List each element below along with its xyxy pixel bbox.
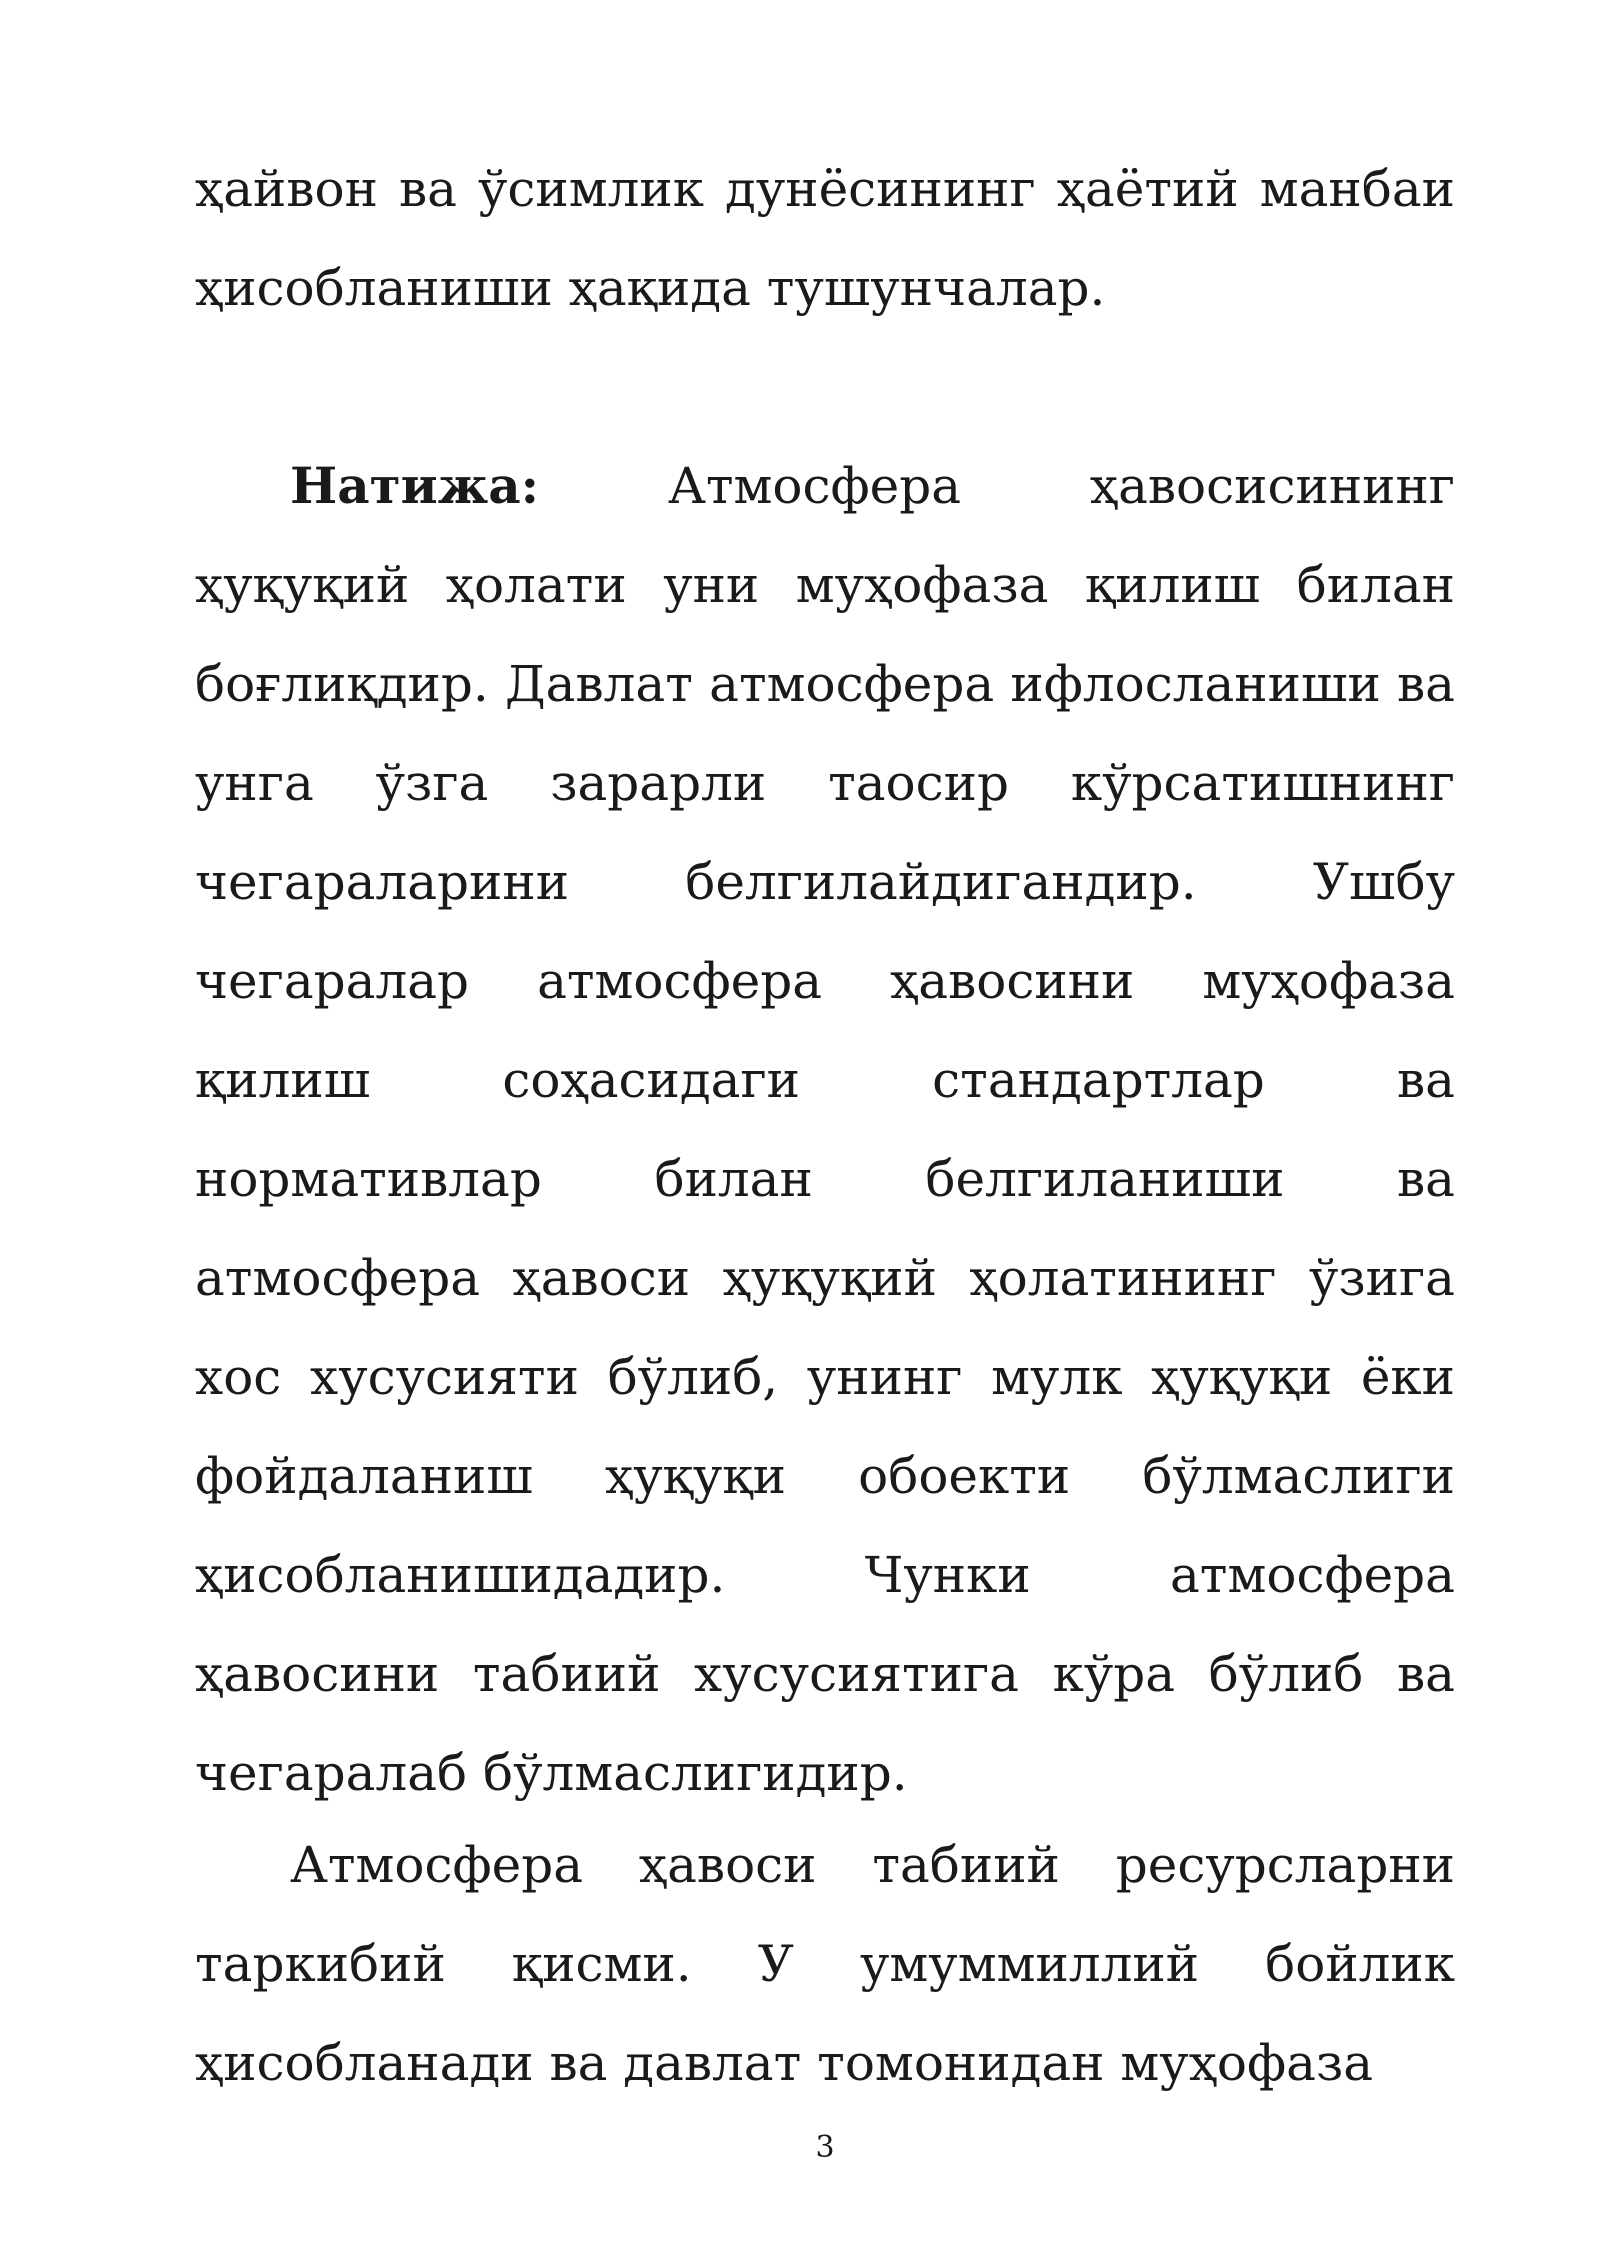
- paragraph-continuation: ҳайвон ва ўсимлик дунёсининг ҳаётий манбаи ҳисобланиши ҳақида тушунчалар.: [195, 160, 1455, 317]
- page-number: 3: [815, 2130, 835, 2165]
- paragraph-lead-heading: Натижа:: [290, 456, 540, 515]
- paragraph-result: [195, 436, 1455, 1823]
- paragraph-atmosphere: Атмосфера ҳавоси табиий ресурсларни таркибий қисми. У умуммиллий бойлик ҳисобланади ва давлат томонидан муҳофаза: [195, 1836, 1455, 2092]
- paragraph-result-body: Атмосфера ҳавосисининг ҳуқуқий ҳолати уни муҳофаза қилиш билан боғлиқдир. Давлат атмосфера ифлосланиши ва унга ўзга зарарли таосир кўрсатишнинг чегараларини белгилайдигандир. Ушбу чегаралар атмосфера ҳавосини муҳофаза қилиш соҳасидаги стандартлар ва нормативлар билан белгиланиши ва атмосфера ҳавоси ҳуқуқий ҳолатининг ўзига хос хусусияти бўлиб, унинг мулк ҳуқуқи ёки фойдаланиш ҳуқуқи обоекти бўлмаслиги ҳисобланишидадир. Чунки атмосфера ҳавосини табиий хусусиятига кўра бўлиб ва чегаралаб бўлмаслигидир.: [195, 457, 1455, 1802]
